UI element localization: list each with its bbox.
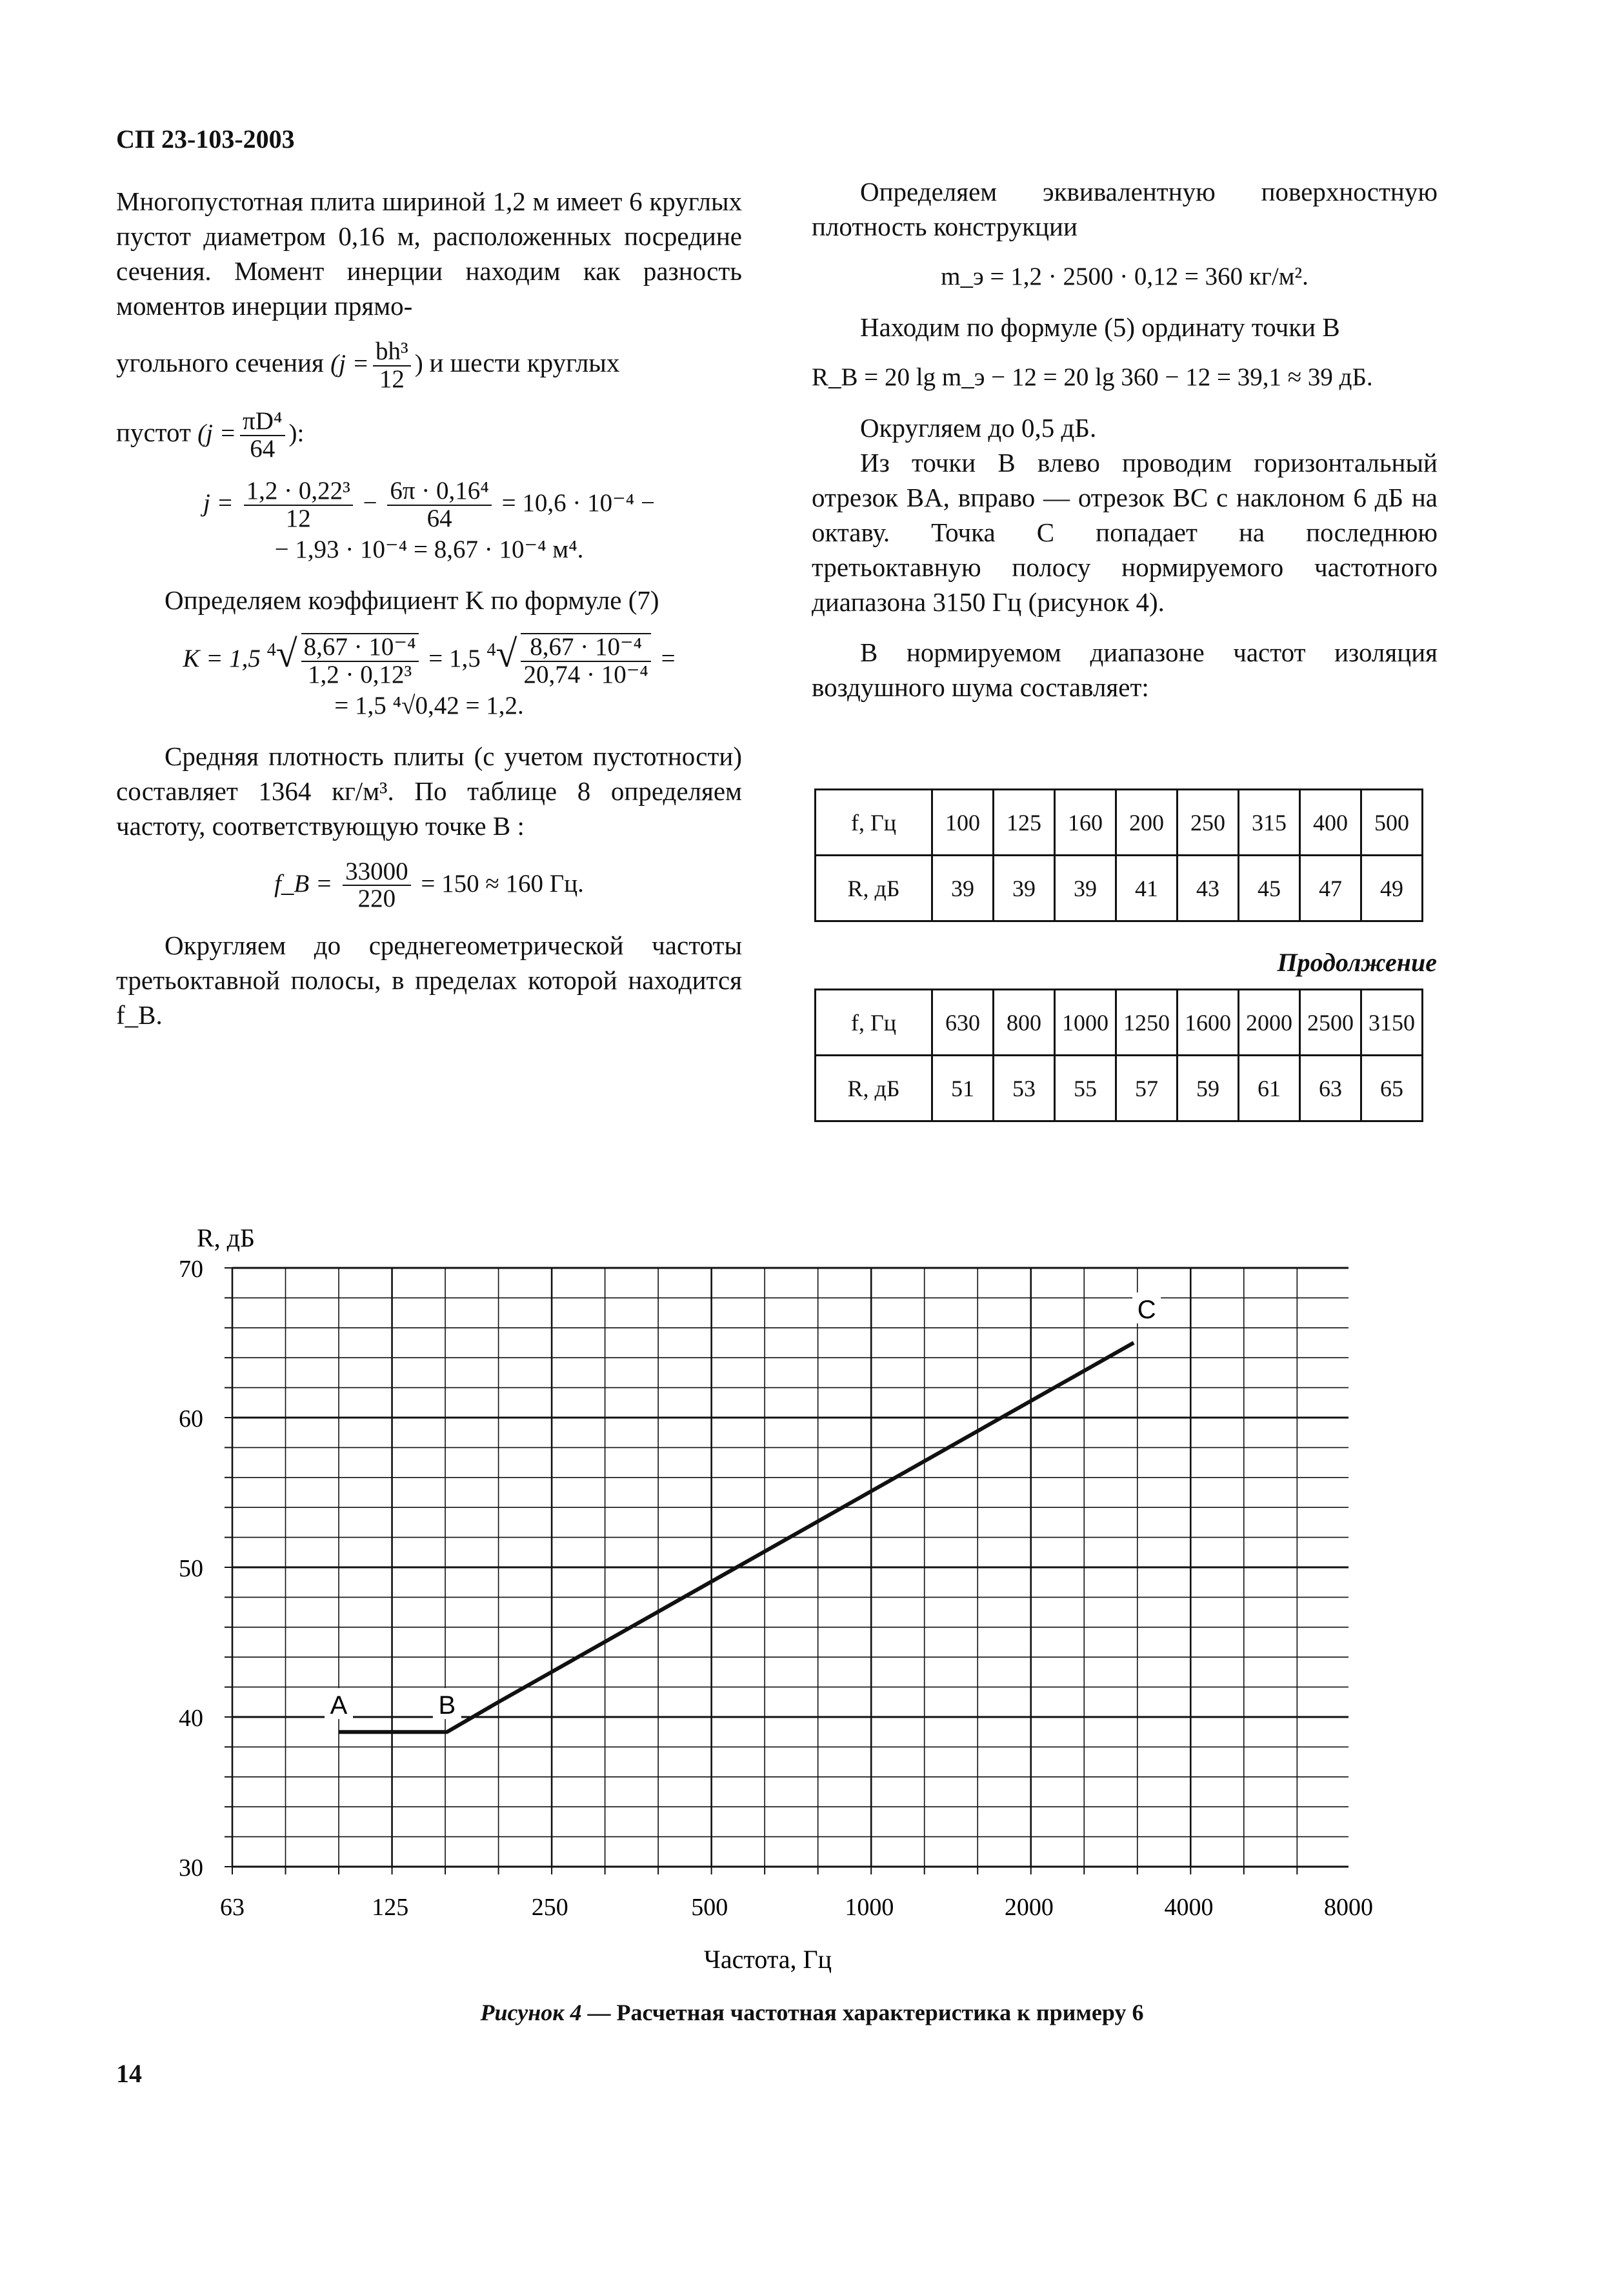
- table-cell: 59: [1178, 1056, 1239, 1121]
- formula-moment-result: − 1,93 · 10⁻⁴ = 8,67 · 10⁻⁴ м⁴.: [274, 535, 584, 563]
- table-cell: 160: [1055, 790, 1116, 856]
- document-code: СП 23-103-2003: [116, 125, 295, 154]
- page-number: 14: [116, 2059, 142, 2088]
- y-axis-label: R, дБ: [197, 1223, 255, 1252]
- table-cell: 1250: [1116, 990, 1178, 1056]
- table-cell: 1000: [1055, 990, 1116, 1056]
- x-tick-label: 2000: [1004, 1894, 1054, 1921]
- table-cell: 630: [932, 990, 994, 1056]
- x-axis-label: Частота, Гц: [703, 1945, 832, 1974]
- x-tick-label: 4000: [1164, 1894, 1214, 1921]
- table-cell: 3150: [1361, 990, 1423, 1056]
- figure-caption: [0, 1999, 1624, 2026]
- x-tick-label: 500: [691, 1894, 728, 1921]
- y-tick-label: 30: [179, 1854, 203, 1882]
- table-cell: 2500: [1300, 990, 1361, 1056]
- table-header-frequency: f, Гц: [816, 790, 932, 856]
- paragraph-round-half-db: Округляем до 0,5 дБ.: [860, 413, 1097, 443]
- table-cell: 47: [1300, 856, 1361, 921]
- table-cell: 39: [1055, 856, 1116, 921]
- table-header-insulation: R, дБ: [816, 856, 932, 921]
- paragraph-rect-section: угольного сечения (j = $\frac{\text{bh³}}{12}$ ) и шести круглых: [116, 337, 620, 393]
- y-tick-label: 40: [179, 1705, 203, 1732]
- table-cell: 200: [1116, 790, 1178, 856]
- formula-ordinate-b: R_B = 20 lg m_э − 12 = 20 lg 360 − 12 = 39,1 ≈ 39 дБ.: [812, 363, 1373, 391]
- formula-surface-density: m_э = 1,2 · 2500 · 0,12 = 360 кг/м².: [941, 263, 1308, 290]
- y-tick-label: 50: [179, 1555, 203, 1582]
- table-cell: 51: [932, 1056, 994, 1121]
- inline-formula-rect: (j = $\frac{\text{bh³}}{12}$ ): [330, 337, 423, 393]
- y-tick-label: 60: [179, 1405, 203, 1432]
- table-cell: 57: [1116, 1056, 1178, 1121]
- table-header-frequency: f, Гц: [816, 990, 932, 1056]
- y-tick-label: 70: [179, 1256, 203, 1283]
- point-label-c: C: [1137, 1296, 1156, 1324]
- formula-moment-of-inertia: j = $\frac{\text{1,2 · 0,22³}}{12}$ − $\frac{\text{6π · 0,16⁴}}{64}$ = 10,6 · 10⁻⁴ −: [203, 476, 656, 532]
- formula-coefficient-k: K = 1,5 $^4$√ $\frac{\text{8,67 · 10⁻⁴}}{\text{1,2 · 0,12³}}$ = 1,5 $^4$√ $\frac{\text{8,67 · 10⁻⁴}}{\text{20,74 · 10⁻⁴}}$ =: [183, 632, 676, 688]
- paragraph-segments: Из точки B влево проводим горизонтальный отрезок BA, вправо — отрезок BC с наклоном 6 дБ на октаву. Точка C попадает на последнюю третьоктавную полосу нормируемого частотного диапазона 3150 Гц (рисунок 4).: [812, 448, 1438, 617]
- table-cell: 39: [932, 856, 994, 921]
- inline-formula-holes: (j = $\frac{\text{πD⁴}}{64}$ ):: [197, 407, 305, 463]
- table-cell: 1600: [1178, 990, 1239, 1056]
- table-continuation-label: Продолжение: [1277, 948, 1437, 977]
- x-tick-label: 1000: [845, 1894, 894, 1921]
- x-tick-label: 125: [372, 1894, 409, 1921]
- table-cell: 65: [1361, 1056, 1423, 1121]
- x-tick-label: 63: [220, 1894, 245, 1921]
- table-cell: 55: [1055, 1056, 1116, 1121]
- formula-coefficient-k-result: = 1,5 ⁴√0,42 = 1,2.: [334, 691, 524, 719]
- table-cell: 315: [1239, 790, 1300, 856]
- chart-grid: [232, 1268, 1348, 1867]
- paragraph-density: Средняя плотность плиты (с учетом пустотности) составляет 1364 кг/м³. По таблице 8 определяем частоту, соответствующую точке B :: [116, 741, 742, 841]
- point-label-a: A: [330, 1691, 348, 1720]
- paragraph-coefficient-k: Определяем коэффициент K по формуле (7): [165, 585, 659, 615]
- table-cell: 125: [994, 790, 1055, 856]
- table-cell: 49: [1361, 856, 1423, 921]
- chart-ticks: [225, 1268, 1297, 1874]
- table-cell: 500: [1361, 790, 1423, 856]
- table-cell: 61: [1239, 1056, 1300, 1121]
- table-cell: 250: [1178, 790, 1239, 856]
- table-cell: 63: [1300, 1056, 1361, 1121]
- paragraph-intro: Многопустотная плита шириной 1,2 м имеет 6 круглых пустот диаметром 0,16 м, расположенных посредине сечения. Момент инерции находим как разность моментов инерции прямо-: [116, 186, 742, 321]
- table-cell: 53: [994, 1056, 1055, 1121]
- paragraph-rounding: Округляем до среднегеометрической частоты третьоктавной полосы, в пределах которой находится f_B.: [116, 930, 742, 1030]
- paragraph-holes: пустот (j = $\frac{\text{πD⁴}}{64}$ ):: [116, 407, 305, 463]
- paragraph-surface-density: Определяем эквивалентную поверхностную плотность конструкции: [812, 177, 1438, 241]
- table-cell: 2000: [1239, 990, 1300, 1056]
- paragraph-insulation: В нормируемом диапазоне частот изоляция воздушного шума составляет:: [812, 638, 1438, 702]
- paragraph-ordinate-b: Находим по формуле (5) ординату точки B: [860, 312, 1340, 342]
- table-header-insulation: R, дБ: [816, 1056, 932, 1121]
- table-cell: 400: [1300, 790, 1361, 856]
- table-cell: 39: [994, 856, 1055, 921]
- table-cell: 100: [932, 790, 994, 856]
- table-cell: 43: [1178, 856, 1239, 921]
- table-cell: 800: [994, 990, 1055, 1056]
- point-label-b: B: [438, 1691, 456, 1720]
- formula-frequency-b: f_B = $\frac{33000}{220}$ = 150 ≈ 160 Гц.: [274, 857, 584, 913]
- table-cell: 41: [1116, 856, 1178, 921]
- figure-caption-text: — Расчетная частотная характеристика к примеру 6: [587, 2000, 1144, 2025]
- x-tick-label: 8000: [1324, 1894, 1373, 1921]
- table-cell: 45: [1239, 856, 1300, 921]
- chart-labels: [179, 1223, 1373, 1974]
- x-tick-label: 250: [531, 1894, 568, 1921]
- figure-caption-label: Рисунок 4: [480, 2000, 582, 2025]
